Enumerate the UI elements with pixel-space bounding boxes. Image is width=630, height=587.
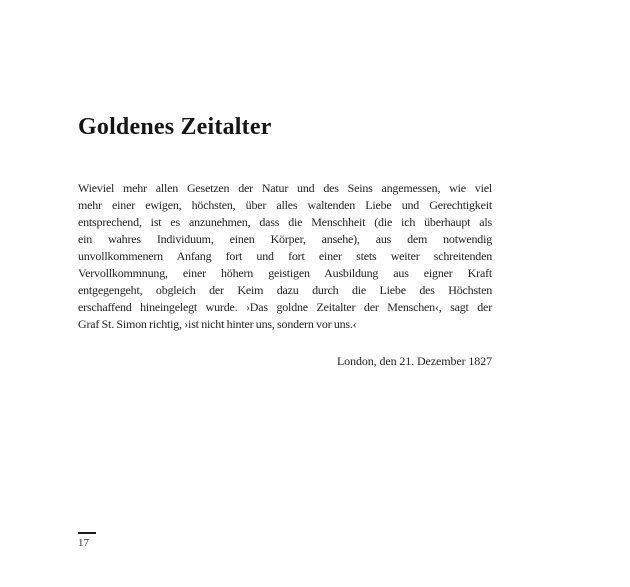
paragraph [78, 180, 492, 333]
paragraph-line: mehr einer ewigen, höchsten, über alles waltenden Liebe und Gerechtigkeit [78, 198, 492, 212]
paragraph-line: unvollkommenern Anfang fort und fort einer stets weiter schreitenden [78, 249, 492, 263]
dateline: London, den 21. Dezember 1827 [336, 354, 492, 368]
paragraph-line: Vervollkommnung, einer höhern geistigen Ausbildung aus eigner Kraft [78, 266, 492, 280]
paragraph-line: Wieviel mehr allen Gesetzen der Natur und des Seins angemessen, wie viel [78, 181, 492, 195]
paragraph-line: ein wahres Individuum, einen Körper, ansehe), aus dem notwendig [78, 232, 492, 246]
page-title: Goldenes Zeitalter [78, 114, 272, 140]
page-number: 17 [78, 537, 89, 549]
page-number-rule [78, 532, 96, 534]
paragraph-line: entsprechend, ist es anzunehmen, dass die Menschheit (die ich überhaupt als [78, 215, 492, 229]
paragraph-line: erschaffend hineingelegt wurde. ›Das goldne Zeitalter der Menschen‹, sagt der [78, 300, 492, 314]
paragraph-line: Graf St. Simon richtig, ›ist nicht hinter uns, sondern vor uns.‹ [78, 317, 357, 331]
paragraph-line: entgegengeht, obgleich der Keim dazu durch die Liebe des Höchsten [78, 283, 492, 297]
